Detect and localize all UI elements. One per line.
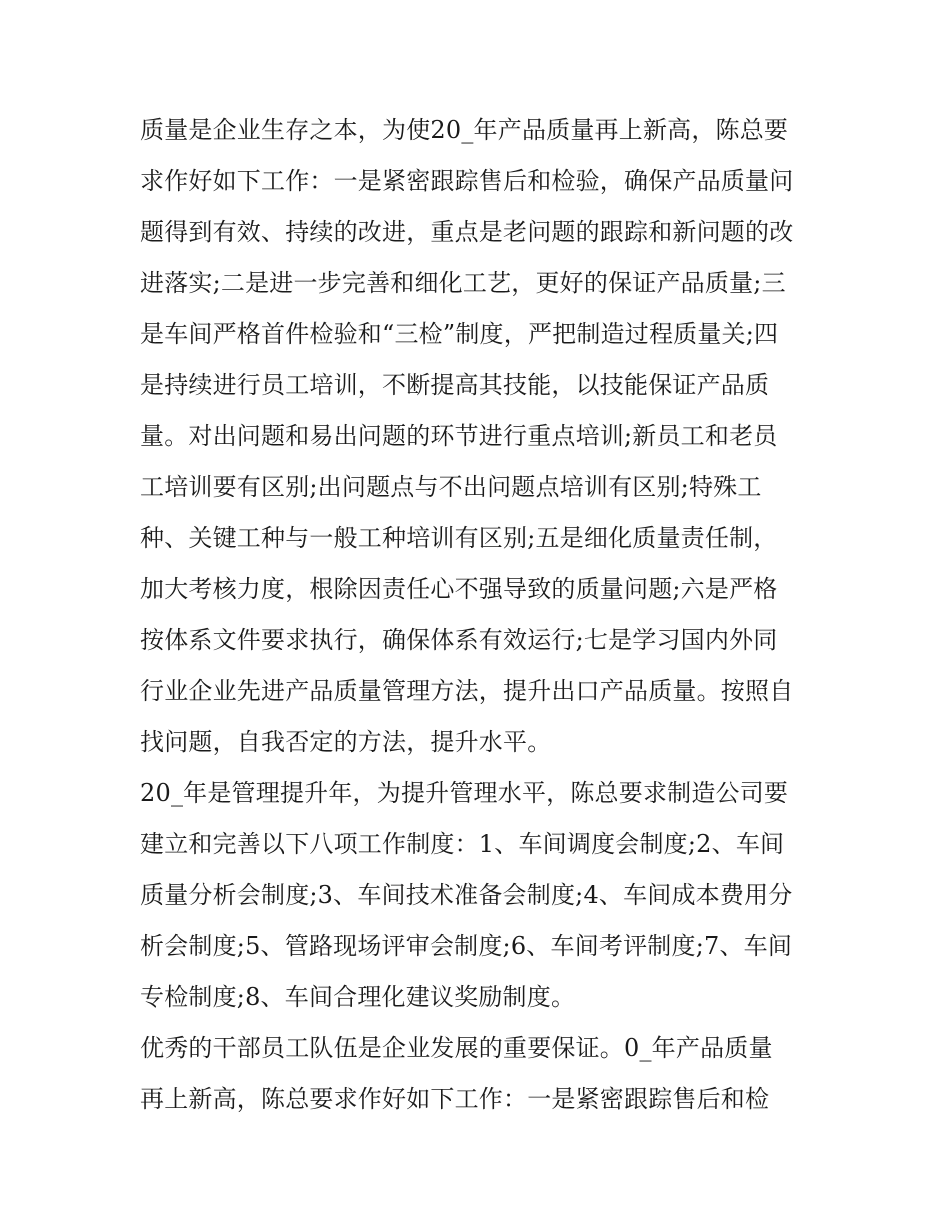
text-line: 找问题，自我否定的方法，提升水平。 xyxy=(140,728,552,756)
text-line: 加大考核力度，根除因责任心不强导致的质量问题;六是严格 xyxy=(140,575,778,603)
text-line: 进落实;二是进一步完善和细化工艺，更好的保证产品质量;三 xyxy=(140,269,786,297)
text-line: 是持续进行员工培训，不断提高其技能，以技能保证产品质 xyxy=(140,371,770,399)
text-line: 析会制度;5、管路现场评审会制度;6、车间考评制度;7、车间 xyxy=(140,932,793,960)
text-line: 是车间严格首件检验和“三检”制度，严把制造过程质量关;四 xyxy=(140,320,779,348)
text-line: 质量分析会制度;3、车间技术准备会制度;4、车间成本费用分 xyxy=(140,881,793,909)
text-line: 种、关键工种与一般工种培训有区别;五是细化质量责任制， xyxy=(140,524,778,552)
text-line: 行业企业先进产品质量管理方法，提升出口产品质量。按照自 xyxy=(140,677,794,705)
text-line: 专检制度;8、车间合理化建议奖励制度。 xyxy=(140,983,576,1011)
text-line: 再上新高，陈总要求作好如下工作：一是紧密跟踪售后和检 xyxy=(140,1085,770,1113)
text-line: 建立和完善以下八项工作制度：1、车间调度会制度;2、车间 xyxy=(140,830,785,858)
text-line: 题得到有效、持续的改进，重点是老问题的跟踪和新问题的改 xyxy=(140,218,794,246)
text-line: 优秀的干部员工队伍是企业发展的重要保证。0_年产品质量 xyxy=(140,1034,773,1062)
document-body xyxy=(140,105,820,1125)
text-line: 按体系文件要求执行，确保体系有效运行;七是学习国内外同 xyxy=(140,626,778,654)
text-line: 20_年是管理提升年，为提升管理水平，陈总要求制造公司要 xyxy=(140,779,789,807)
text-line: 质量是企业生存之本，为使20_年产品质量再上新高，陈总要 xyxy=(140,116,789,144)
text-line: 求作好如下工作：一是紧密跟踪售后和检验，确保产品质量问 xyxy=(140,167,794,195)
text-line: 工培训要有区别;出问题点与不出问题点培训有区别;特殊工 xyxy=(140,473,762,501)
text-line: 量。对出问题和易出问题的环节进行重点培训;新员工和老员 xyxy=(140,422,778,450)
